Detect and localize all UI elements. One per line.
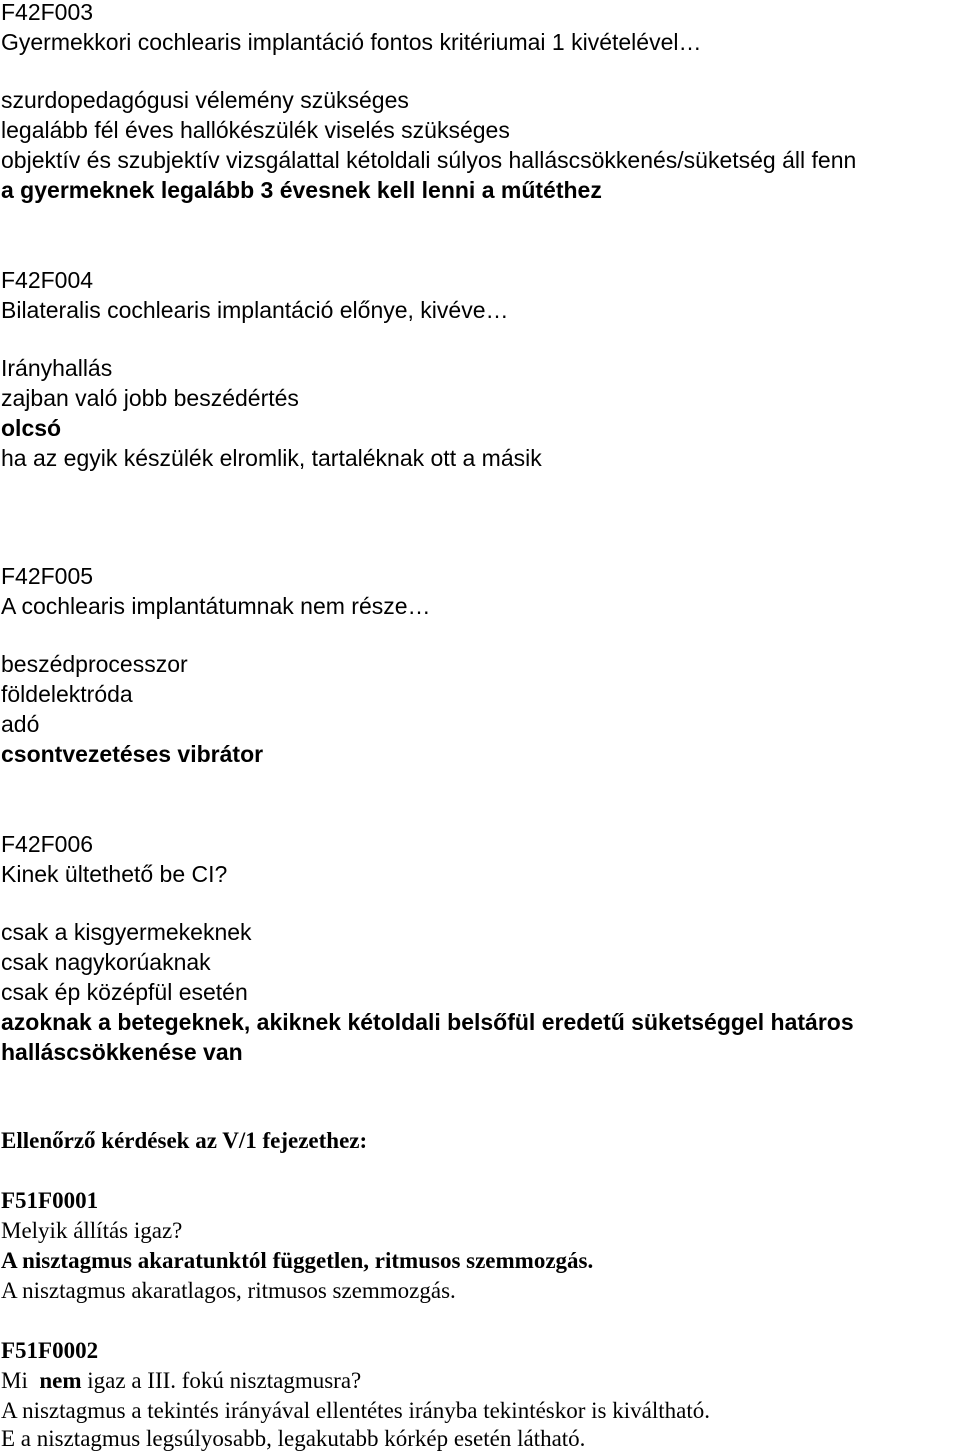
answer-option: objektív és szubjektív vizsgálattal kétoldali súlyos halláscsökkenés/süketség áll fenn: [1, 147, 857, 173]
answer-option: csak nagykorúaknak: [1, 949, 211, 975]
question-text: Gyermekkori cochlearis implantáció fontos kritériumai 1 kivételével…: [1, 29, 702, 55]
answer-option: ha az egyik készülék elromlik, tartaléknak ott a másik: [1, 445, 542, 471]
question-text-emphasis: nem: [39, 1368, 82, 1393]
answer-option: szurdopedagógusi vélemény szükséges: [1, 87, 409, 113]
answer-option: E a nisztagmus legsúlyosabb, legakutabb kórkép esetén látható.: [1, 1426, 586, 1451]
answer-option: zajban való jobb beszédértés: [1, 385, 299, 411]
section-heading: Ellenőrző kérdések az V/1 fejezethez:: [1, 1128, 368, 1153]
answer-option: legalább fél éves hallókészülék viselés szükséges: [1, 117, 510, 143]
answer-option: beszédprocesszor: [1, 651, 188, 677]
answer-option-correct: olcsó: [1, 415, 62, 441]
answer-option: A nisztagmus akaratlagos, ritmusos szemmozgás.: [1, 1278, 456, 1303]
answer-option-correct: csontvezetéses vibrátor: [1, 741, 264, 767]
question-code: F42F006: [1, 831, 94, 857]
question-text: Melyik állítás igaz?: [1, 1218, 183, 1243]
answer-option: csak a kisgyermekeknek: [1, 919, 252, 945]
answer-option-correct: A nisztagmus akaratunktól független, ritmusos szemmozgás.: [1, 1248, 594, 1273]
question-code: F51F0002: [1, 1338, 99, 1363]
answer-option: adó: [1, 711, 40, 737]
answer-option-correct: a gyermeknek legalább 3 évesnek kell lenni a műtéthez: [1, 177, 602, 203]
question-text: Bilateralis cochlearis implantáció előnye, kivéve…: [1, 297, 509, 323]
question-text-start: Mi: [1, 1368, 28, 1393]
answer-option-correct: azoknak a betegeknek, akiknek kétoldali belsőfül eredetű süketséggel határos: [1, 1009, 854, 1035]
question-text: Kinek ültethető be CI?: [1, 861, 228, 887]
question-text: A cochlearis implantátumnak nem része…: [1, 593, 431, 619]
question-code: F42F003: [1, 0, 94, 25]
question-text-end: igaz a III. fokú nisztagmusra?: [87, 1368, 362, 1393]
question-code: F42F004: [1, 267, 94, 293]
answer-option: A nisztagmus a tekintés irányával ellentétes irányba tekintéskor is kiváltható.: [1, 1398, 710, 1423]
answer-option: Irányhallás: [1, 355, 113, 381]
question-text: [1, 1366, 361, 1396]
answer-option: csak ép középfül esetén: [1, 979, 248, 1005]
answer-option: földelektróda: [1, 681, 133, 707]
question-code: F42F005: [1, 563, 94, 589]
question-code: F51F0001: [1, 1188, 99, 1213]
answer-option-correct-continued: halláscsökkenése van: [1, 1039, 243, 1065]
